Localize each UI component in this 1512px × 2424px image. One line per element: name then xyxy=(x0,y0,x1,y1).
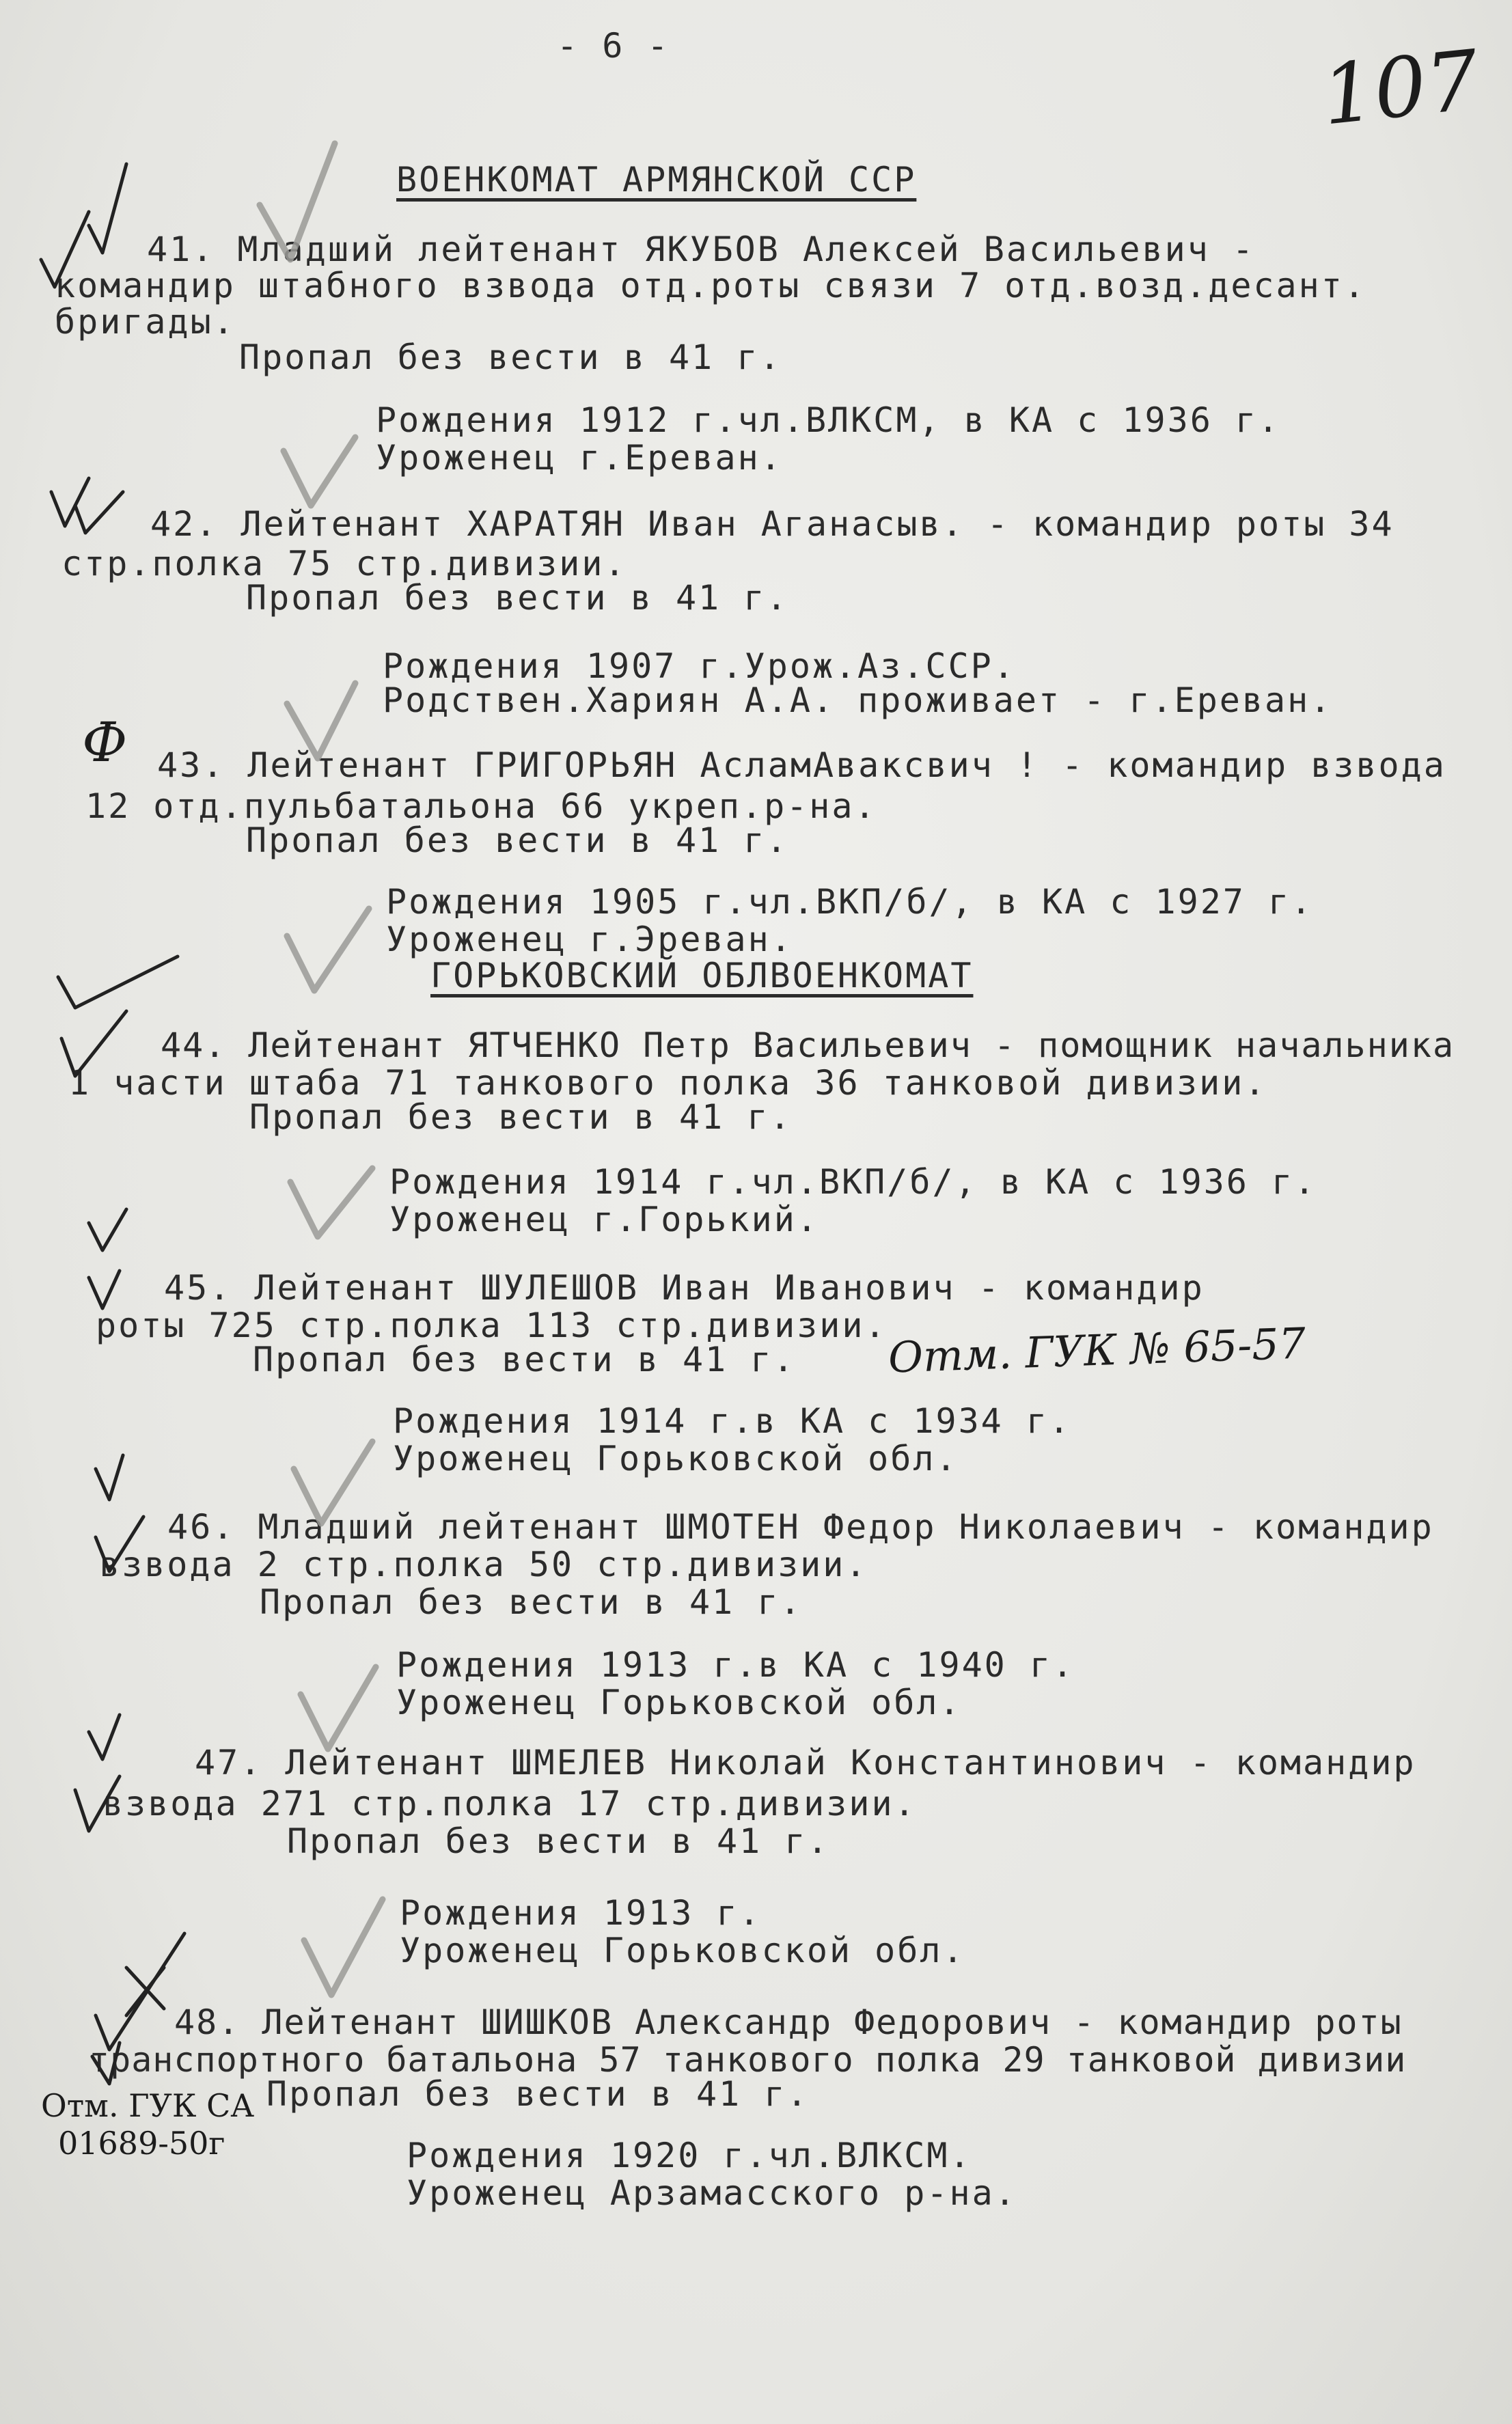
entry-45-missing: Пропал без вести в 41 г. xyxy=(253,1340,796,1379)
check-mark-icon xyxy=(75,492,123,533)
entry-44-line-1: 44. Лейтенант ЯТЧЕНКО Петр Васильевич - помощник начальника xyxy=(161,1025,1455,1065)
entry-42-birth: Рождения 1907 г.Урож.Аз.ССР. xyxy=(383,646,1016,686)
cross-mark-icon xyxy=(126,1968,164,2015)
archive-number: 107 xyxy=(1317,33,1483,144)
entry-48-line-1: 48. Лейтенант ШИШКОВ Александр Федорович - командир роты xyxy=(174,2002,1403,2042)
entry-47-birth: Рождения 1913 г. xyxy=(400,1893,762,1933)
check-mark-icon xyxy=(89,1209,126,1250)
entry-41-birth: Рождения 1912 г.чл.ВЛКСМ, в КА с 1936 г. xyxy=(376,400,1281,440)
entry-48-birth: Рождения 1920 г.чл.ВЛКСМ. xyxy=(407,2136,972,2175)
entry-41-line-2: командир штабного взвода отд.роты связи 7 отд.возд.десант. xyxy=(55,266,1366,305)
entry-46-origin: Уроженец Горьковской обл. xyxy=(396,1683,962,1722)
entry-42-line-1: 42. Лейтенант ХАРАТЯН Иван Аганасыв. - командир роты 34 xyxy=(150,504,1394,544)
entry-48-origin: Уроженец Арзамасского р-на. xyxy=(407,2173,1017,2213)
check-mark-icon xyxy=(89,1715,120,1759)
entry-43-handwritten-mark: Ф xyxy=(82,711,128,774)
section-heading: ГОРЬКОВСКИЙ ОБЛВОЕНКОМАТ xyxy=(430,956,974,995)
entry-46-birth: Рождения 1913 г.в КА с 1940 г. xyxy=(396,1645,1075,1685)
entry-48-line-2: транспортного батальона 57 танкового полка 29 танковой дивизии xyxy=(89,2040,1407,2080)
entry-42-relative: Родствен.Хариян А.А. проживает - г.Ереван. xyxy=(383,680,1333,720)
entry-44-origin: Уроженец г.Горький. xyxy=(389,1200,819,1239)
check-mark-icon xyxy=(287,683,355,758)
entry-46-line-1: 46. Младший лейтенант ШМОТЕН Федор Николаевич - командир xyxy=(167,1507,1434,1547)
check-mark-icon xyxy=(61,1011,126,1076)
check-mark-icon xyxy=(75,1776,120,1831)
entry-47-origin: Уроженец Горьковской обл. xyxy=(400,1931,965,1970)
entry-48-handwritten-note-1: Отм. ГУК СА xyxy=(41,2087,255,2124)
check-mark-icon xyxy=(96,1933,184,2050)
entry-48-missing: Пропал без вести в 41 г. xyxy=(266,2074,810,2114)
entry-45-origin: Уроженец Горьковской обл. xyxy=(393,1439,959,1478)
entry-43-line-1: 43. Лейтенант ГРИГОРЬЯН АсламАваксвич ! - командир взвода xyxy=(157,745,1446,785)
entry-46-missing: Пропал без вести в 41 г. xyxy=(260,1582,803,1622)
check-mark-icon xyxy=(51,478,89,526)
entry-45-handwritten-note: Отм. ГУК № 65-57 xyxy=(887,1318,1307,1383)
entry-44-missing: Пропал без вести в 41 г. xyxy=(249,1097,793,1137)
entry-44-line-2: 1 части штаба 71 танкового полка 36 танковой дивизии. xyxy=(68,1063,1267,1103)
check-mark-icon xyxy=(58,956,178,1008)
entry-43-missing: Пропал без вести в 41 г. xyxy=(246,821,789,860)
check-mark-icon xyxy=(89,164,126,253)
check-mark-icon xyxy=(92,2043,120,2084)
check-mark-icon xyxy=(260,143,335,260)
entry-41-line-3: бригады. xyxy=(55,302,236,342)
entry-45-line-2: роты 725 стр.полка 113 стр.дивизии. xyxy=(96,1306,888,1345)
section-heading: ВОЕНКОМАТ АРМЯНСКОЙ ССР xyxy=(396,160,917,199)
entry-41-origin: Уроженец г.Ереван. xyxy=(376,438,783,478)
entry-41-missing: Пропал без вести в 41 г. xyxy=(239,338,782,377)
entry-47-line-2: взвода 271 стр.полка 17 стр.дивизии. xyxy=(102,1784,917,1823)
entry-48-handwritten-note-2: 01689-50г xyxy=(58,2125,225,2162)
entry-41-line-1: 41. Младший лейтенант ЯКУБОВ Алексей Васильевич - xyxy=(147,230,1256,269)
check-mark-icon xyxy=(41,212,89,287)
check-mark-icon xyxy=(96,1517,143,1571)
entry-47-missing: Пропал без вести в 41 г. xyxy=(287,1821,830,1861)
check-mark-icon xyxy=(294,1442,372,1524)
check-mark-icon xyxy=(284,437,355,506)
entry-45-line-1: 45. Лейтенант ШУЛЕШОВ Иван Иванович - командир xyxy=(164,1268,1205,1308)
check-mark-icon xyxy=(96,1455,123,1500)
entry-43-line-2: 12 отд.пульбатальона 66 укреп.р-на. xyxy=(85,786,877,826)
page-number: - 6 - xyxy=(557,26,670,66)
entry-43-origin: Уроженец г.Эреван. xyxy=(386,920,793,959)
check-mark-icon xyxy=(89,1271,120,1308)
entry-47-line-1: 47. Лейтенант ШМЕЛЕВ Николай Константинович - командир xyxy=(195,1743,1416,1782)
check-mark-icon xyxy=(304,1899,383,1995)
entry-44-birth: Рождения 1914 г.чл.ВКП/б/, в КА с 1936 г. xyxy=(389,1162,1317,1202)
entry-46-line-2: взвода 2 стр.полка 50 стр.дивизии. xyxy=(99,1545,868,1584)
check-mark-icon xyxy=(290,1168,372,1237)
entry-42-line-2: стр.полка 75 стр.дивизии. xyxy=(61,544,627,583)
check-mark-icon xyxy=(287,909,369,991)
entry-45-birth: Рождения 1914 г.в КА с 1934 г. xyxy=(393,1401,1072,1441)
entry-43-birth: Рождения 1905 г.чл.ВКП/б/, в КА с 1927 г. xyxy=(386,882,1314,922)
entry-42-missing: Пропал без вести в 41 г. xyxy=(246,578,789,618)
check-mark-icon xyxy=(301,1667,376,1749)
